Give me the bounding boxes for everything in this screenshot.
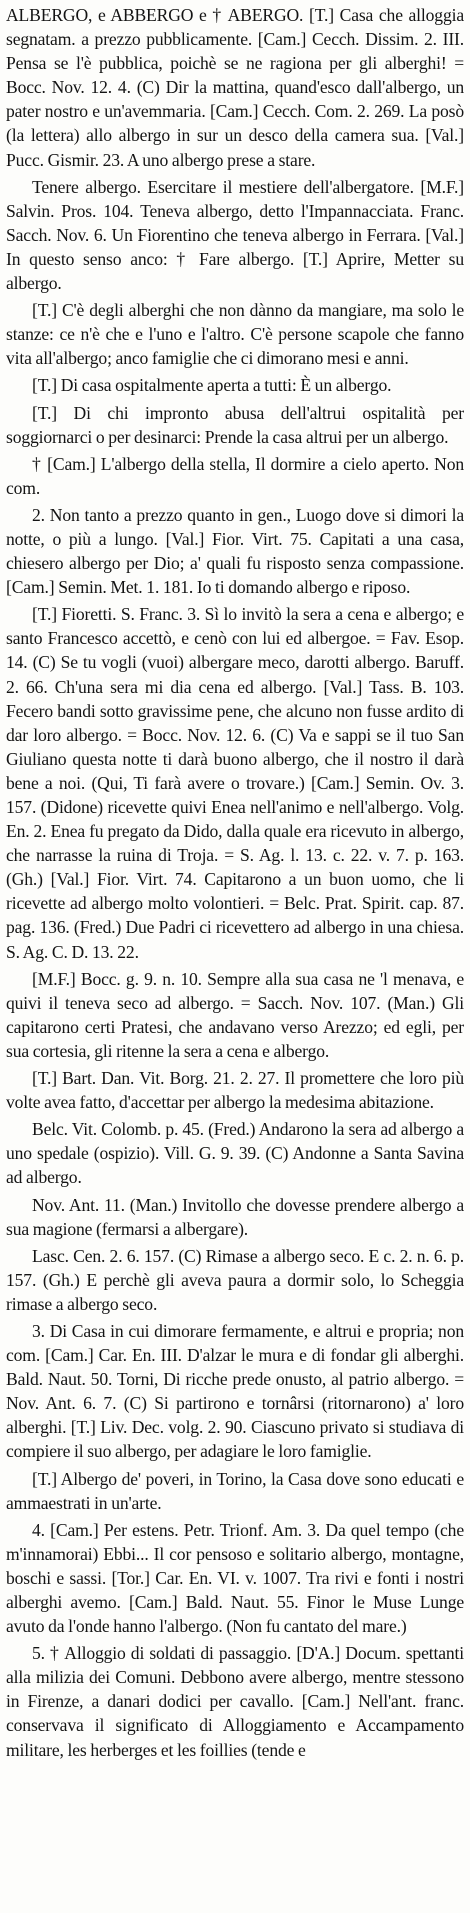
entry-paragraph: [T.] Bart. Dan. Vit. Borg. 21. 2. 27. Il promettere che loro più volte avea fatto, d'accettar per albergo la medesima abitazione.: [6, 1068, 464, 1113]
entry-paragraph: Nov. Ant. 11. (Man.) Invitollo che dovesse prendere albergo a sua magione (fermarsi a albergare).: [6, 1194, 464, 1239]
entry-sense-paragraph: 4. [Cam.] Per estens. Petr. Trionf. Am. 3. Da quel tempo (che m'innamorai) Ebbi... Il cor pensoso e solitario albergo, montagne, boschi e sassi. [Tor.] Car. En. VI. v. 1007. Tra rivi e fonti i nostri alberghi avemo. [Cam.] Bald. Naut. 55. Finor le Muse Lunge avuto da l'onde hanno l'albergo. (Non fu cantato del mare.): [6, 1519, 464, 1637]
entry-sense-paragraph: 3. Di Casa in cui dimorare fermamente, e altrui e propria; non com. [Cam.] Car. En. III. D'alzar le mura e di fondar gli alberghi. Bald. Naut. 50. Torni, Di ricche prede onusto, al patrio albergo. = Nov. Ant. 6. 7. (C) Si partirono e tornârsi (ritornarono) a' loro alberghi. [T.] Liv. Dec. volg. 2. 90. Ciascuno privato si studiava di compiere il suo albergo, per adagiare le loro famiglie.: [6, 1320, 464, 1462]
entry-sense-paragraph: 5. † Alloggio di soldati di passaggio. [D'A.] Docum. spettanti alla milizia dei Comuni. Debbono avere albergo, mentre stessono in Firenze, a danari dodici per cavallo. [Cam.] Nell'ant. franc. conservava il significato di Alloggiamento e Accampamento militare, les herberges et les foillies (tende e: [6, 1643, 464, 1760]
entry-paragraph: [T.] Fioretti. S. Franc. 3. Sì lo invitò la sera a cena e albergo; e santo Francesco accettò, e cenò con lui ed albergoe. = Fav. Esop. 14. (C) Se tu vogli (vuoi) albergare meco, darotti albergo. Baruff. 2. 66. Ch'una sera mi dia cena ed albergo. [Val.] Tass. B. 103. Fecero bandi sotto gravissime pene, che alcuno non fusse ardito di dar loro albergo. = Bocc. Nov. 12. 6. (C) Va e sappi se il tuo San Giuliano questa notte ti darà buono albergo, che il nostro il darà bene a noi. (Qui, Ti farà avere o trovare.) [Cam.] Semin. Ov. 3. 157. (Didone) ricevette quivi Enea nell'animo e nell'albergo. Volg. En. 2. Enea fu pregato da Dido, dalla quale era ricevuto in albergo, che narrasse la ruina di Troja. = S. Ag. l. 13. c. 22. v. 7. p. 163. (Gh.) [Val.] Fior. Virt. 74. Capitarono a un buon uomo, che li ricevette ad albergo molto volontieri. = Belc. Prat. Spirit. cap. 87. pag. 136. (Fred.) Due Padri ci ricevettero ad albergo in una chiesa. S. Ag. C. D. 13. 22.: [6, 604, 464, 962]
entry-paragraph: [T.] Albergo de' poveri, in Torino, la Casa dove sono educati e ammaestrati in un'arte.: [6, 1468, 464, 1513]
entry-paragraph: Belc. Vit. Colomb. p. 45. (Fred.) Andarono la sera ad albergo a uno spedale (ospizio). Vill. G. 9. 39. (C) Andonne a Santa Savina ad albergo.: [6, 1119, 464, 1188]
entry-paragraph: [T.] C'è degli alberghi che non dànno da mangiare, ma solo le stanze: ce n'è che e l'uno e l'altro. C'è persone scapole che fanno vita all'albergo; anco famiglie che ci dimorano mesi e anni.: [6, 300, 464, 369]
entry-sense-paragraph: 2. Non tanto a prezzo quanto in gen., Luogo dove si dimori la notte, o più a lungo. [Val.] Fior. Virt. 75. Capitati a una casa, chiesero albergo per Dio; a' quali fu risposto senza compassione. [Cam.] Semin. Met. 1. 181. Io ti domando albergo e riposo.: [6, 504, 464, 598]
entry-paragraph: [M.F.] Bocc. g. 9. n. 10. Sempre alla sua casa ne 'l menava, e quivi il teneva seco ad albergo. = Sacch. Nov. 107. (Man.) Gli capitarono certi Pratesi, che andavano verso Arezzo; ed egli, per sua cortesia, gli ritenne la sera a cena e albergo.: [6, 968, 464, 1061]
entry-headword-paragraph: ALBERGO, e ABBERGO e † ABERGO. [T.] Casa che alloggia segnatam. a prezzo pubblicamente. [Cam.] Cecch. Dissim. 2. III. Pensa se l'è pubblica, poichè se ne ragiona per gli alberghi! = Bocc. Nov. 12. 4. (C) Dir la mattina, quand'esco dall'albergo, un pater nostro e un'avemmaria. [Cam.] Cecch. Com. 2. 269. La posò (la lettera) allo albergo in sur un desco della camera sua. [Val.] Pucc. Gismir. 23. A uno albergo prese a stare.: [6, 5, 464, 170]
entry-paragraph: [T.] Di casa ospitalmente aperta a tutti: È un albergo.: [32, 375, 392, 396]
entry-paragraph: [T.] Di chi impronto abusa dell'altrui ospitalità per soggiornarci o per desinarci: Prende la casa altrui per un albergo.: [6, 402, 464, 447]
entry-paragraph: † [Cam.] L'albergo della stella, Il dormire a cielo aperto. Non com.: [6, 453, 464, 498]
entry-paragraph: Lasc. Cen. 2. 6. 157. (C) Rimase a albergo seco. E c. 2. n. 6. p. 157. (Gh.) E perchè gli aveva paura a dormir solo, lo Scheggia rimase a albergo seco.: [6, 1245, 464, 1314]
entry-paragraph: Tenere albergo. Esercitare il mestiere dell'albergatore. [M.F.] Salvin. Pros. 104. Teneva albergo, detto l'Impannacciata. Franc. Sacch. Nov. 6. Un Fiorentino che teneva albergo in Ferrara. [Val.] In questo senso anco: † Fare albergo. [T.] Aprire, Metter su albergo.: [6, 176, 464, 294]
